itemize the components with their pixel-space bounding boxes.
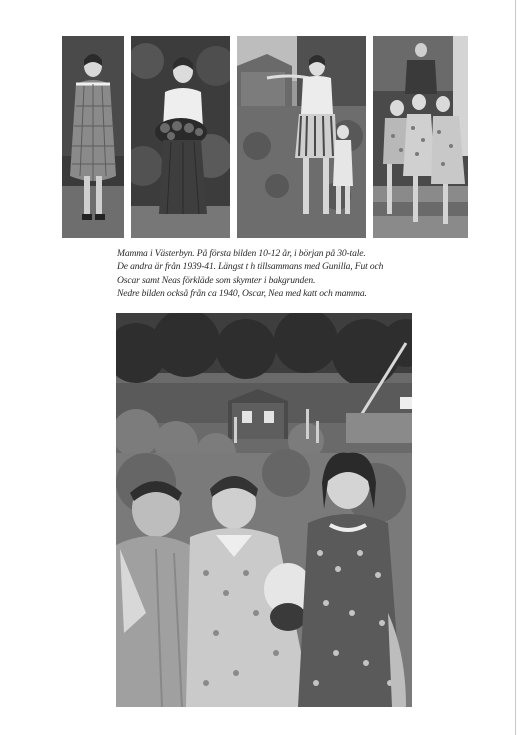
caption-line: Oscar samt Neas förkläde som skymter i bakgrunden. xyxy=(117,274,316,286)
photo-girl-plaid-dress xyxy=(62,36,124,238)
photo-group-on-steps xyxy=(373,36,468,238)
photo-woman-with-child xyxy=(237,36,366,238)
caption-line: De andra är från 1939-41. Längst t h tillsammans med Gunilla, Fut och xyxy=(117,261,384,273)
caption-line: Mamma i Västerbyn. På första bilden 10-12 år, i början på 30-tale. xyxy=(117,248,366,259)
photo-woman-with-flowers xyxy=(131,36,230,238)
photo-oscar-nea-cat-mother xyxy=(116,313,412,707)
page-edge-rule xyxy=(515,0,516,735)
caption-line: Nedre bilden också från ca 1940, Oscar, Nea med katt och mamma. xyxy=(117,288,367,300)
photo-caption xyxy=(117,247,417,301)
